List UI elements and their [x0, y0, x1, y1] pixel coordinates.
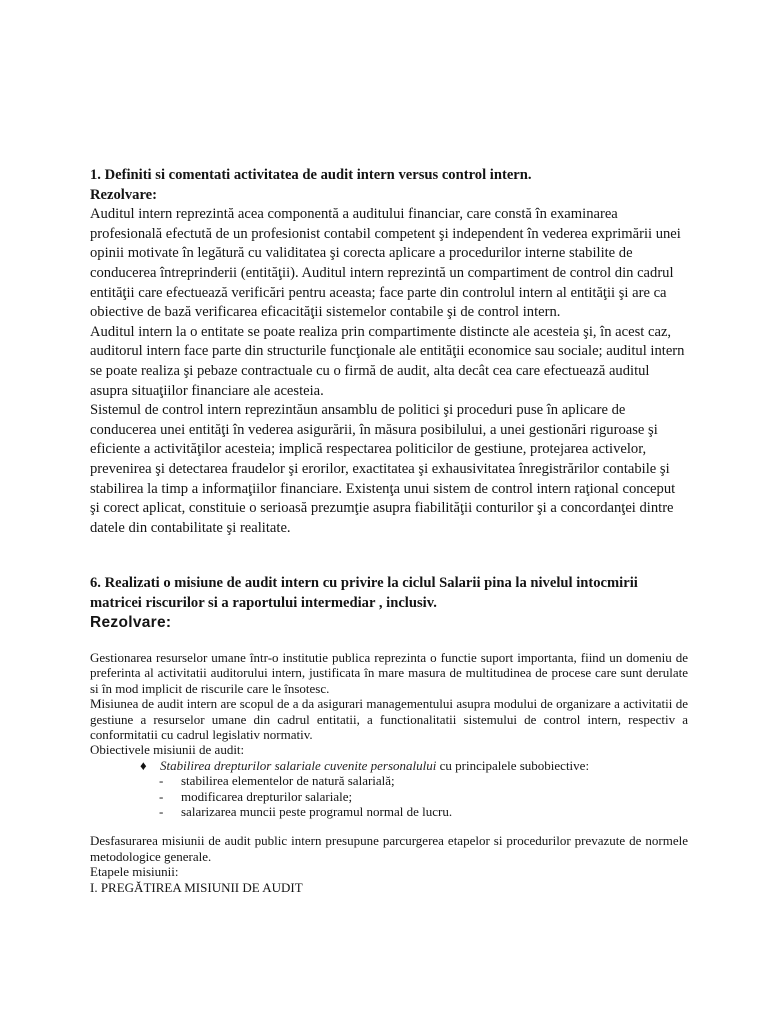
section-6-body [90, 650, 688, 895]
rezolvare-label: Rezolvare: [90, 614, 172, 632]
paragraph-audit-entitate: Auditul intern la o entitate se poate realiza prin compartimente distincte ale acesteia şi, în acest caz, auditorul intern face parte din structurile funcţionale ale entităţii economice sau sociale; auditul intern se poate realiza şi pebaze contractuale cu o firmă de audit, alta decât cea care efectuează auditul asupra situaţiilor financiare ale acesteia. [90, 323, 685, 399]
paragraph-audit-intern: Auditul intern reprezintă acea componentă a auditului financiar, care constă în examinarea profesională efectută de un profesionist contabil competent şi independent în vederea exprimării unei opinii motivate în legătură cu validitatea şi corecta aplicare a procedurilor interne stabilite de conducerea întreprinderii (entităţii). Auditul intern reprezintă un compartiment de control din cadrul entităţii care efectuează verificări pentru aceasta; face parte din controlul intern al entităţii şi are ca obiective de bază verificarea eficacităţii sistemelor contabile şi de control intern. [90, 206, 681, 321]
list-item [159, 804, 688, 819]
paragraph-obiective: Obiectivele misiunii de audit: [90, 742, 245, 758]
diamond-bullet-icon: ♦ [140, 757, 147, 773]
dash-bullet: - [159, 788, 164, 804]
paragraph-etapele: Etapele misiunii: [90, 864, 179, 880]
objective-rest: cu principalele subobiective: [436, 757, 590, 773]
objective-title: Stabilirea drepturilor salariale cuvenite personalului [160, 757, 437, 773]
paragraph-pregatirea: I. PREGĂTIREA MISIUNII DE AUDIT [90, 879, 303, 895]
sub-objective: salarizarea muncii peste programul normal de lucru. [181, 804, 453, 820]
paragraph-resurse-umane: Gestionarea resurselor umane într-o institutie publica reprezinta o functie suport importanta, fiind un domeniu de preferinta al activitatii auditorului intern, justificata în mare masura de multitudinea de procese care sunt derulate si în mod implicit de riscurile care le însotesc. [90, 650, 688, 696]
section-1-heading: 1. Definiti si comentati activitatea de audit intern versus control intern. [90, 167, 532, 183]
dash-bullet: - [159, 773, 164, 789]
section-1 [90, 166, 688, 538]
objective-bullet [140, 758, 688, 773]
section-6-heading: 6. Realizati o misiune de audit intern cu privire la ciclul Salarii pina la nivelul intocmirii matricei riscurilor si a raportului intermediar , inclusiv. [90, 575, 638, 611]
rezolvare-label: Rezolvare: [90, 186, 157, 203]
paragraph-misiunea: Misiunea de audit intern are scopul de a da asigurari managementului asupra modului de organizare a activitatii de gestiune a resurselor umane din cadrul entitatii, a functionalitatii sistemului de control intern, respectiv a conformitatii cu cadrul legislativ normativ. [90, 696, 688, 743]
paragraph-control-intern: Sistemul de control intern reprezintăun ansamblu de politici şi proceduri puse în aplicare de conducerea unei entităţi în vederea asigurării, în măsura posibilului, a unei gestionări riguroase şi eficiente a activităţilor acesteia; implică respectarea politicilor de gestiune, protejarea activelor, prevenirea şi detectarea fraudelor şi erorilor, exactitatea şi exhausivitatea înregistrărilor contabile şi stabilirea la timp a informaţiilor financiare. Existenţa unui sistem de control intern raţional conceput şi corect aplicat, constituie o serioasă prezumţie asupra fiabilităţii conturilor şi a concordanţei dintre datele din contabilitate şi realitate. [90, 402, 676, 536]
dash-bullet: - [159, 804, 164, 820]
sub-objective: modificarea drepturilor salariale; [181, 788, 353, 804]
section-6 [90, 574, 688, 633]
sub-objective: stabilirea elementelor de natură salarială; [181, 773, 395, 789]
paragraph-desfasurarea: Desfasurarea misiunii de audit public intern presupune parcurgerea etapelor si procedurilor prevazute de normele metodologice generale. [90, 833, 688, 864]
list-item [159, 789, 688, 804]
spacer [90, 819, 688, 833]
list-item [159, 773, 688, 788]
